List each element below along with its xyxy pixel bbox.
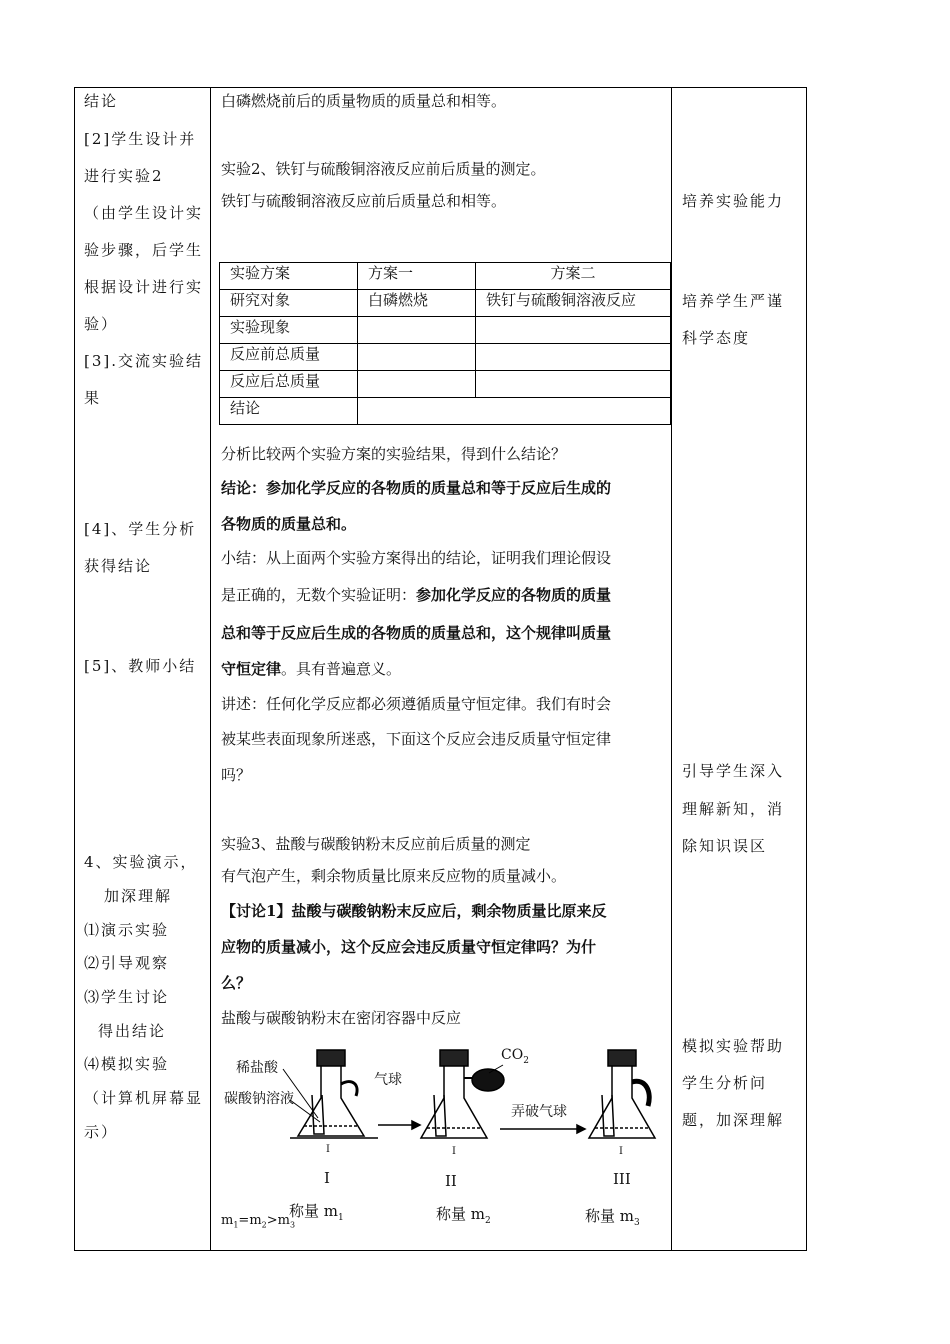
table-cell: 方案二 — [476, 263, 671, 290]
left-line: 根据设计进行实 — [84, 278, 204, 296]
demo-line: 4、实验演示， — [84, 853, 198, 871]
flask-3 — [589, 1066, 655, 1138]
question: 分析比较两个实验方案的实验结果，得到什么结论？ — [221, 445, 567, 463]
experiment-3: 实验3、盐酸与碳酸钠粉末反应前后质量的测定 — [221, 835, 531, 853]
table-cell: 实验方案 — [220, 263, 358, 290]
weigh-text: 称量 m — [289, 1202, 338, 1220]
weigh-sub: 2 — [485, 1216, 491, 1226]
lecture: 吗？ — [221, 766, 252, 784]
table-cell: 白磷燃烧 — [358, 290, 476, 317]
conclusion: 各物质的质量总和。 — [221, 515, 357, 533]
right-note: 题，加深理解 — [682, 1111, 785, 1129]
roman-label: II — [445, 1172, 457, 1190]
right-note: 理解新知，消 — [682, 800, 785, 818]
demo-line: ⑶学生讨论 — [84, 988, 170, 1006]
mass-sub: 2 — [261, 1220, 267, 1230]
left-line: [2]学生设计并 — [84, 130, 197, 148]
mass-sub: 1 — [233, 1220, 239, 1230]
right-note: 除知识误区 — [682, 837, 768, 855]
demo-line: ⑴演示实验 — [84, 921, 170, 939]
left-line: 验步骤，后学生 — [84, 241, 204, 259]
demo-line: ⑷模拟实验 — [84, 1055, 170, 1073]
balloon-neck-1 — [341, 1082, 357, 1096]
table-cell: 实验现象 — [220, 317, 358, 344]
weigh-sub: 3 — [634, 1218, 640, 1228]
tube-2 — [434, 1095, 446, 1136]
label-pop-balloon: 弄破气球 — [511, 1104, 567, 1120]
left-line: 结论 — [84, 92, 119, 110]
right-note: 模拟实验帮助 — [682, 1037, 785, 1055]
right-note: 培养学生严谨 — [682, 292, 785, 310]
lecture: 被某些表面现象所迷惑，下面这个反应会违反质量守恒定律 — [221, 730, 612, 748]
conclusion: 结论：参加化学反应的各物质的质量总和等于反应后生成的 — [221, 479, 612, 497]
experiment-3-result: 有气泡产生，剩余物质量比原来反应物的质量减小。 — [221, 867, 567, 885]
co2-sub: 2 — [523, 1055, 529, 1066]
stopper-2 — [440, 1050, 468, 1066]
weigh-label — [436, 1204, 491, 1231]
right-note: 引导学生深入 — [682, 762, 785, 780]
roman-label: I — [324, 1169, 330, 1187]
label-co2 — [501, 1045, 529, 1071]
balloon-2 — [472, 1069, 504, 1091]
mass-sub: 3 — [289, 1220, 296, 1230]
arrow-head-2 — [577, 1125, 585, 1133]
summary-part: 。具有普遍意义。 — [281, 660, 402, 678]
left-line: 进行实验2 — [84, 167, 164, 185]
law-name: 守恒定律 — [221, 660, 282, 678]
table-cell: 结论 — [220, 398, 358, 425]
step5-line: [5]、教师小结 — [84, 657, 197, 675]
table-cell: 反应后总质量 — [220, 371, 358, 398]
summary: 小结：从上面两个实验方案得出的结论，证明我们理论假设 — [221, 549, 612, 567]
closed-container-title: 盐酸与碳酸钠粉末在密闭容器中反应 — [221, 1009, 462, 1027]
pointer-carbonate — [290, 1100, 320, 1122]
tube-3 — [602, 1095, 614, 1136]
weigh-label — [289, 1201, 344, 1228]
right-note: 学生分析问 — [682, 1074, 768, 1092]
table-cell: 反应前总质量 — [220, 344, 358, 371]
summary: 总和等于反应后生成的各物质的质量总和，这个规律叫质量 — [221, 624, 612, 642]
demo-line: 得出结论 — [98, 1022, 167, 1040]
step4-line: 获得结论 — [84, 557, 153, 575]
discussion: 【讨论1】盐酸与碳酸钠粉末反应后，剩余物质量比原来反 — [221, 902, 607, 920]
mass-m: m — [221, 1213, 234, 1228]
table-cell: 铁钉与硫酸铜溶液反应 — [476, 290, 671, 317]
table-cell: 研究对象 — [220, 290, 358, 317]
weigh-text: 称量 m — [585, 1207, 634, 1225]
right-note: 培养实验能力 — [682, 192, 785, 210]
left-line: 果 — [84, 389, 102, 407]
lecture: 讲述：任何化学反应都必须遵循质量守恒定律。我们有时会 — [221, 695, 612, 713]
mass-op: =m — [238, 1213, 262, 1228]
right-note: 科学态度 — [682, 329, 751, 347]
demo-line: 示） — [84, 1123, 119, 1141]
weigh-label — [585, 1206, 640, 1233]
arrow-head-1 — [412, 1121, 420, 1129]
stopper-1 — [317, 1050, 345, 1066]
table-cell: 方案一 — [358, 263, 476, 290]
label-balloon: 气球 — [374, 1072, 402, 1088]
demo-line: 加深理解 — [104, 887, 173, 905]
stand-mark: I — [326, 1144, 330, 1155]
left-line: 验） — [84, 315, 119, 333]
stand-mark: I — [619, 1146, 623, 1157]
demo-line: ⑵引导观察 — [84, 954, 170, 972]
roman-label: III — [613, 1170, 631, 1188]
demo-line: （计算机屏幕显 — [84, 1089, 204, 1107]
stand-mark: I — [452, 1146, 456, 1157]
label-carbonate: 碳酸钠溶液 — [224, 1091, 294, 1107]
left-line: （由学生设计实 — [84, 204, 204, 222]
co2-text: CO — [501, 1047, 524, 1063]
paragraph: 白磷燃烧前后的质量物质的质量总和相等。 — [221, 92, 507, 110]
summary-part: 是正确的，无数个实验证明： — [221, 586, 417, 604]
step4-line: [4]、学生分析 — [84, 520, 197, 538]
label-acid: 稀盐酸 — [236, 1060, 278, 1076]
mass-op: >m — [266, 1213, 290, 1228]
discussion: 应物的质量减小，这个反应会违反质量守恒定律吗？为什 — [221, 938, 597, 956]
summary-bold: 参加化学反应的各物质的质量 — [416, 586, 612, 604]
discussion: 么？ — [221, 974, 252, 992]
weigh-sub: 1 — [338, 1213, 344, 1223]
paragraph: 实验2、铁钉与硫酸铜溶液反应前后质量的测定。 — [221, 160, 546, 178]
left-line: [3].交流实验结 — [84, 352, 204, 370]
weigh-text: 称量 m — [436, 1205, 485, 1223]
mass-relation — [221, 1211, 295, 1236]
stopper-3 — [608, 1050, 636, 1066]
tube-1 — [312, 1095, 324, 1134]
paragraph: 铁钉与硫酸铜溶液反应前后质量总和相等。 — [221, 192, 507, 210]
